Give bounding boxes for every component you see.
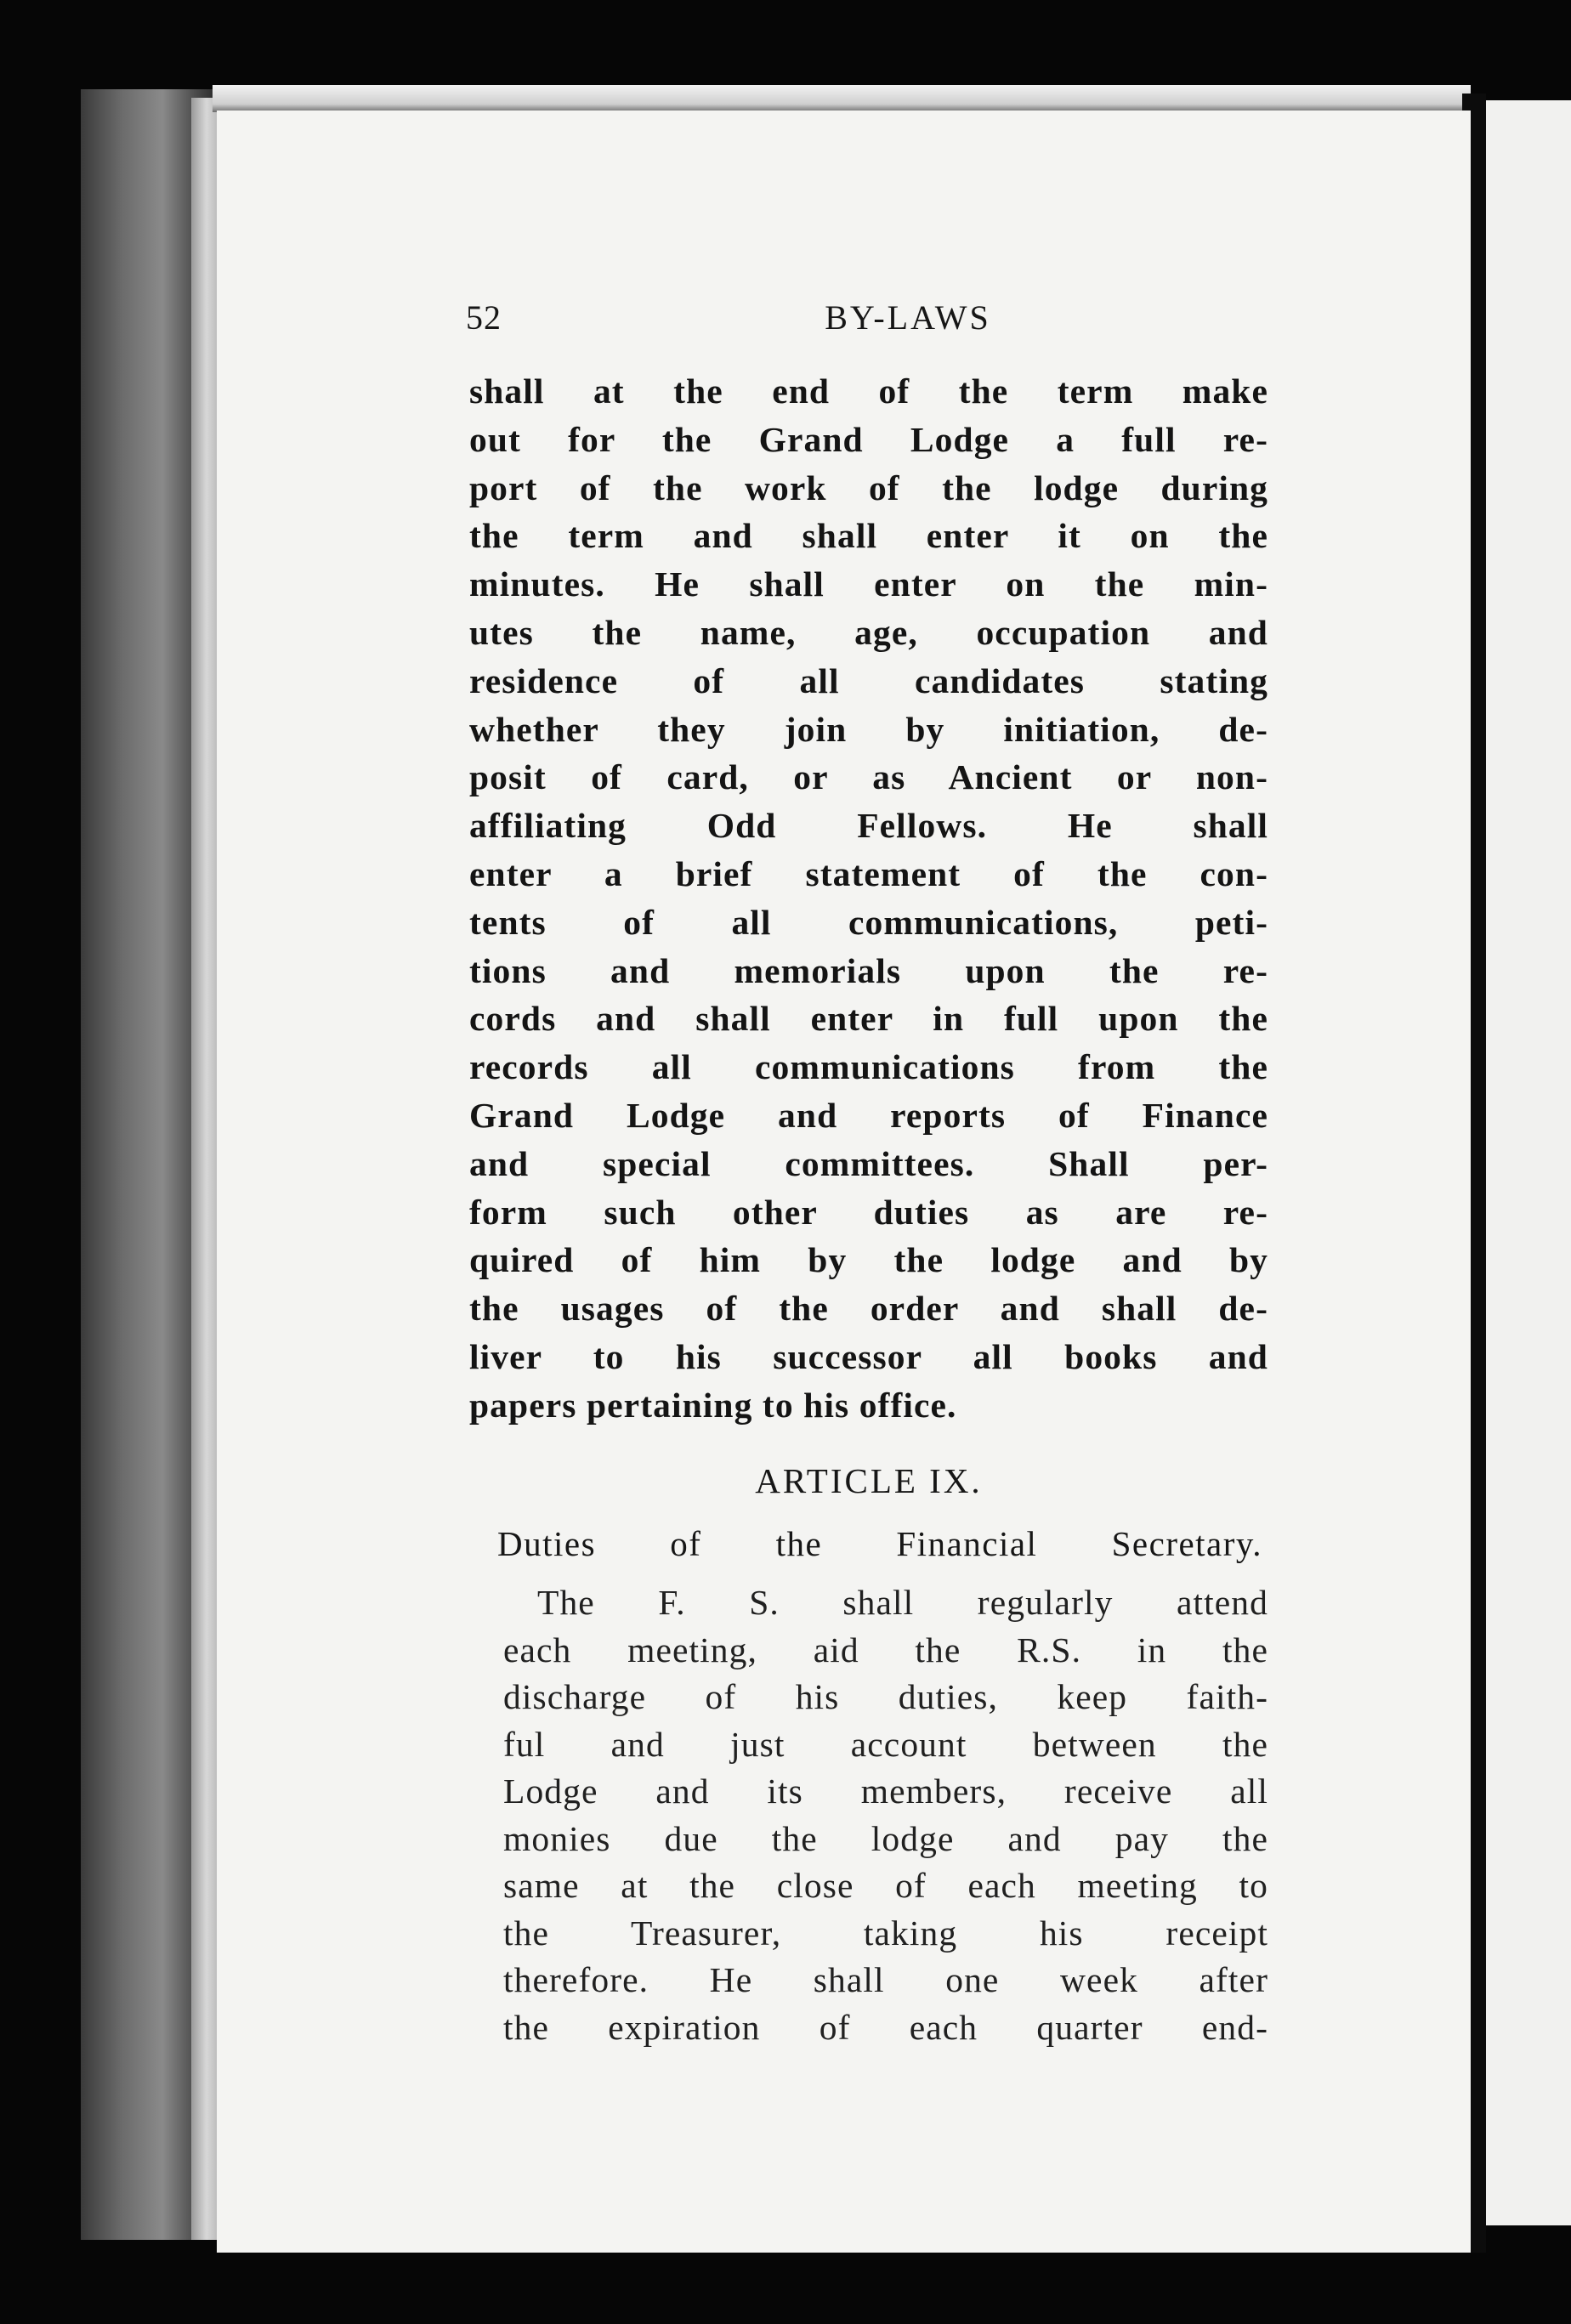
text-line: papers pertaining to his office.: [469, 1385, 957, 1425]
page-edge-left: [191, 98, 217, 2240]
article-heading: ARTICLE IX.: [755, 1461, 983, 1500]
text-line: same at the close of each meeting to: [503, 1866, 1268, 1905]
running-title: BY-LAWS: [825, 298, 991, 337]
text-line: whether they join by initiation, de-: [469, 709, 1268, 749]
text-line: tions and memorials upon the re-: [469, 950, 1268, 990]
text-line: Lodge and its members, receive all: [503, 1771, 1268, 1811]
text-line: discharge of his duties, keep faith-: [503, 1677, 1268, 1716]
text-line: residence of all candidates stating: [469, 660, 1268, 700]
text-line: the Treasurer, taking his receipt: [503, 1913, 1268, 1953]
text-line: affiliating Odd Fellows. He shall: [469, 806, 1268, 846]
text-line: records all communications from the: [469, 1047, 1268, 1087]
text-line: the term and shall enter it on the: [469, 516, 1268, 556]
page-number: 52: [466, 298, 502, 337]
page-header: [466, 298, 991, 349]
text-line: and special committees. Shall per-: [469, 1143, 1268, 1183]
facing-page-edge: [1486, 100, 1571, 2225]
text-line: the expiration of each quarter end-: [503, 2007, 1268, 2047]
text-line: out for the Grand Lodge a full re-: [469, 419, 1268, 459]
text-line: each meeting, aid the R.S. in the: [503, 1630, 1268, 1669]
article-text: [503, 1579, 1268, 2051]
text-line: posit of card, or as Ancient or non-: [469, 757, 1268, 797]
text-line: tents of all communications, peti-: [469, 902, 1268, 942]
text-line: the usages of the order and shall de-: [469, 1289, 1268, 1329]
text-line: liver to his successor all books and: [469, 1336, 1268, 1376]
body-text: [469, 367, 1268, 1430]
text-line: port of the work of the lodge during: [469, 468, 1268, 507]
text-line: quired of him by the lodge and by: [469, 1240, 1268, 1280]
text-line: shall at the end of the term make: [469, 371, 1268, 411]
page-edge-top: [213, 85, 1471, 112]
text-line: therefore. He shall one week after: [503, 1960, 1268, 1999]
text-line: ful and just account between the: [503, 1724, 1268, 1764]
article-subtitle: Duties of the Financial Secretary.: [497, 1524, 1262, 1563]
text-line: Grand Lodge and reports of Finance: [469, 1095, 1268, 1135]
text-line: The F. S. shall regularly attend: [537, 1583, 1268, 1622]
text-line: minutes. He shall enter on the min-: [469, 564, 1268, 604]
text-line: form such other duties as are re-: [469, 1192, 1268, 1232]
text-line: utes the name, age, occupation and: [469, 612, 1268, 652]
text-line: cords and shall enter in full upon the: [469, 999, 1268, 1039]
text-line: enter a brief statement of the con-: [469, 853, 1268, 893]
text-line: monies due the lodge and pay the: [503, 1818, 1268, 1858]
